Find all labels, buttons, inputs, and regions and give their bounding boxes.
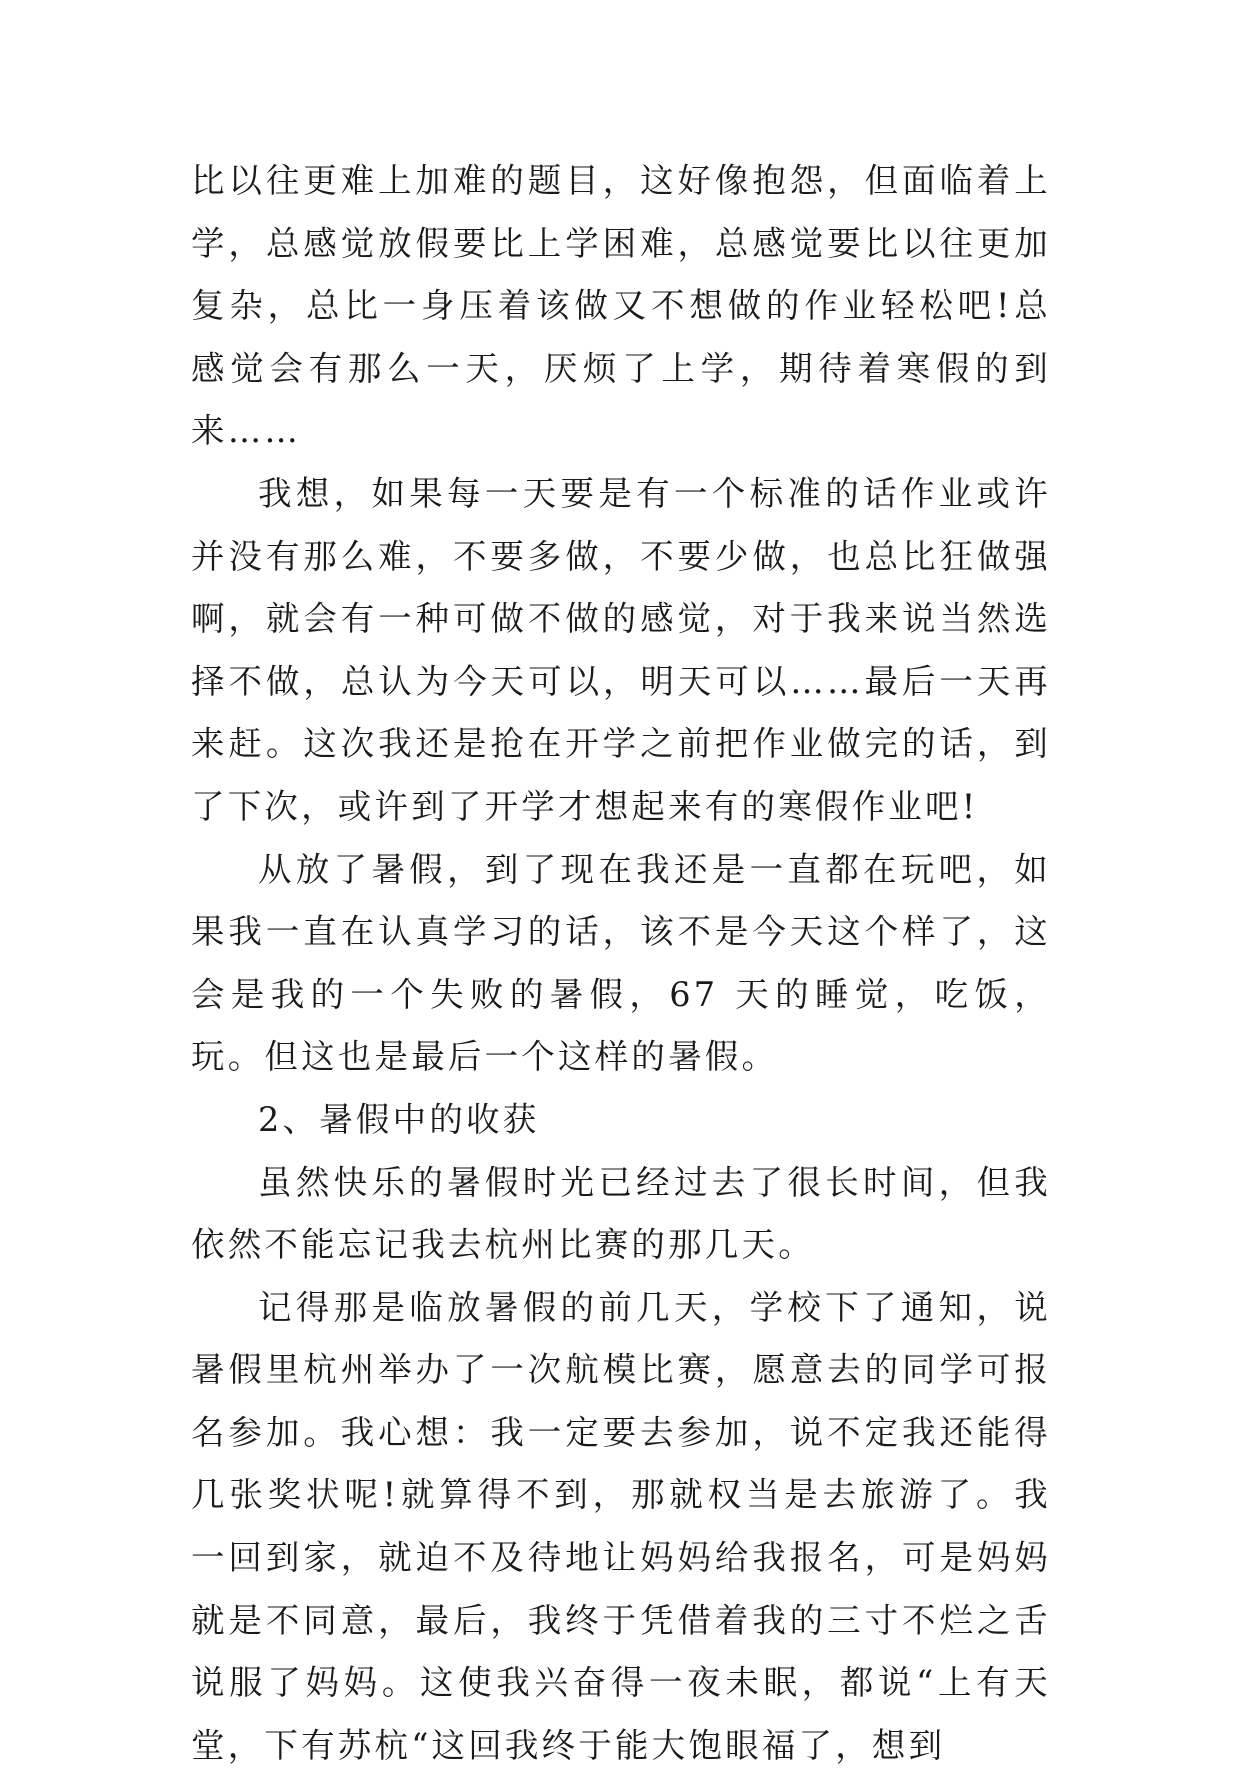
section-heading: 2、暑假中的收获: [258, 1099, 540, 1139]
paragraph: 记得那是临放暑假的前几天，学校下了通知，说暑假里杭州举办了一次航模比赛，愿意去的同学可报名参加。我心想：我一定要去参加，说不定我还能得几张奖状呢!就算得不到，那就权当是去旅游了。我一回到家，就迫不及待地让妈妈给我报名，可是妈妈就是不同意，最后，我终于凭借着我的三寸不烂之舌说服了妈妈。这使我兴奋得一夜未眠，都说“上有天堂，下有苏杭“这回我终于能大饱眼福了，想到: [191, 1287, 1051, 1765]
paragraph: 从放了暑假，到了现在我还是一直都在玩吧，如果我一直在认真学习的话，该不是今天这个样了，这会是我的一个失败的暑假，67 天的睡觉，吃饭，玩。但这也是最后一个这样的暑假。: [191, 849, 1051, 1077]
paragraph: 虽然快乐的暑假时光已经过去了很长时间，但我依然不能忘记我去杭州比赛的那几天。: [191, 1162, 1051, 1265]
paragraph: 我想，如果每一天要是有一个标准的话作业或许并没有那么难，不要多做，不要少做，也总比狂做强啊，就会有一种可做不做的感觉，对于我来说当然选择不做，总认为今天可以，明天可以……最后一天再来赶。这次我还是抢在开学之前把作业做完的话，到了下次，或许到了开学才想起来有的寒假作业吧!: [191, 473, 1051, 826]
paragraph-continued: 比以往更难上加难的题目，这好像抱怨，但面临着上学，总感觉放假要比上学困难，总感觉要比以往更加复杂，总比一身压着该做又不想做的作业轻松吧!总感觉会有那么一天，厌烦了上学，期待着寒假的到来……: [191, 161, 1051, 451]
document-body: [191, 150, 1051, 1777]
